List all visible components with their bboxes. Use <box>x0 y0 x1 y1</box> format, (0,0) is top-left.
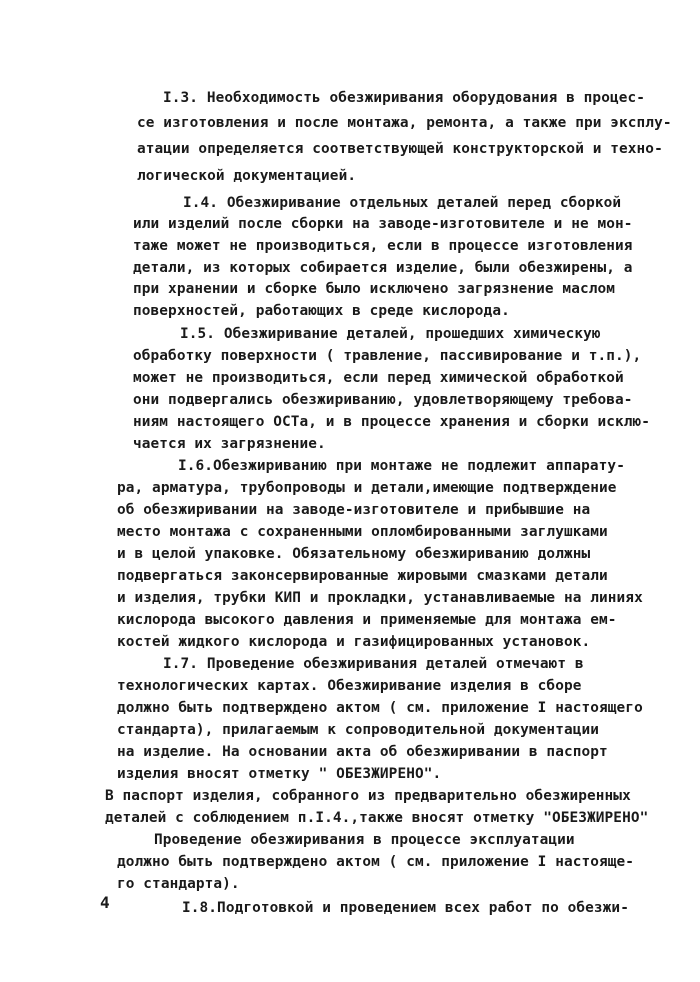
text-line: должно быть подтверждено актом ( см. приложение I настоящего <box>117 700 643 716</box>
page-number: 4 <box>100 893 110 912</box>
text-line: го стандарта). <box>117 876 240 892</box>
text-line: I.7. Проведение обезжиривания деталей отмечают в <box>163 656 584 672</box>
text-line: и изделия, трубки КИП и прокладки, устанавливаемые на линиях <box>117 590 643 606</box>
text-line: технологических картах. Обезжиривание изделия в сборе <box>117 678 582 694</box>
text-line: I.6.Обезжириванию при монтаже не подлежит аппарату- <box>178 458 625 474</box>
text-line: подвергаться законсервированные жировыми смазками детали <box>117 568 608 584</box>
text-line: I.4. Обезжиривание отдельных деталей перед сборкой <box>183 195 622 211</box>
text-line: чается их загрязнение. <box>133 436 326 452</box>
text-line: кислорода высокого давления и применяемые для монтажа ем- <box>117 612 617 628</box>
text-line: се изготовления и после монтажа, ремонта, а также при эксплу- <box>137 115 672 131</box>
text-line: I.8.Подготовкой и проведением всех работ по обезжи- <box>182 900 629 916</box>
text-line: стандарта), прилагаемым к сопроводительной документации <box>117 722 600 738</box>
text-line: костей жидкого кислорода и газифицированных установок. <box>117 634 591 650</box>
text-line: Проведение обезжиривания в процессе эксплуатации <box>154 832 575 848</box>
text-line: на изделие. На основании акта об обезжиривании в паспорт <box>117 744 608 760</box>
text-line: поверхностей, работающих в среде кислорода. <box>133 303 510 319</box>
text-line: они подвергались обезжириванию, удовлетворяющему требова- <box>133 392 633 408</box>
text-line: ниям настоящего ОСТа, и в процессе хранения и сборки исклю- <box>133 414 651 430</box>
text-line: и в целой упаковке. Обязательному обезжириванию должны <box>117 546 591 562</box>
text-line: ра, арматура, трубопроводы и детали,имеющие подтверждение <box>117 480 617 496</box>
text-line: или изделий после сборки на заводе-изготовителе и не мон- <box>133 216 633 232</box>
text-line: обработку поверхности ( травление, пассивирование и т.п.), <box>133 348 642 364</box>
text-line: В паспорт изделия, собранного из предварительно обезжиренных <box>105 788 631 804</box>
text-line: место монтажа с сохраненными опломбированными заглушками <box>117 524 608 540</box>
text-line: таже может не производиться, если в процессе изготовления <box>133 238 633 254</box>
text-line: I.3. Необходимость обезжиривания оборудования в процес- <box>163 90 646 106</box>
text-line: деталей с соблюдением п.I.4.,также вносят отметку "ОБЕЗЖИРЕНО" <box>105 810 649 826</box>
text-line: об обезжиривании на заводе-изготовителе и прибывшие на <box>117 502 591 518</box>
text-line: изделия вносят отметку " ОБЕЗЖИРЕНО". <box>117 766 442 782</box>
text-line: может не производиться, если перед химической обработкой <box>133 370 624 386</box>
text-line: атации определяется соответствующей конструкторской и техно- <box>137 141 663 157</box>
text-line: детали, из которых собирается изделие, были обезжирены, а <box>133 260 633 276</box>
text-line: при хранении и сборке было исключено загрязнение маслом <box>133 281 616 297</box>
text-line: I.5. Обезжиривание деталей, прошедших химическую <box>180 326 601 342</box>
text-line: логической документацией. <box>137 168 357 184</box>
text-line: должно быть подтверждено актом ( см. приложение I настояще- <box>117 854 635 870</box>
